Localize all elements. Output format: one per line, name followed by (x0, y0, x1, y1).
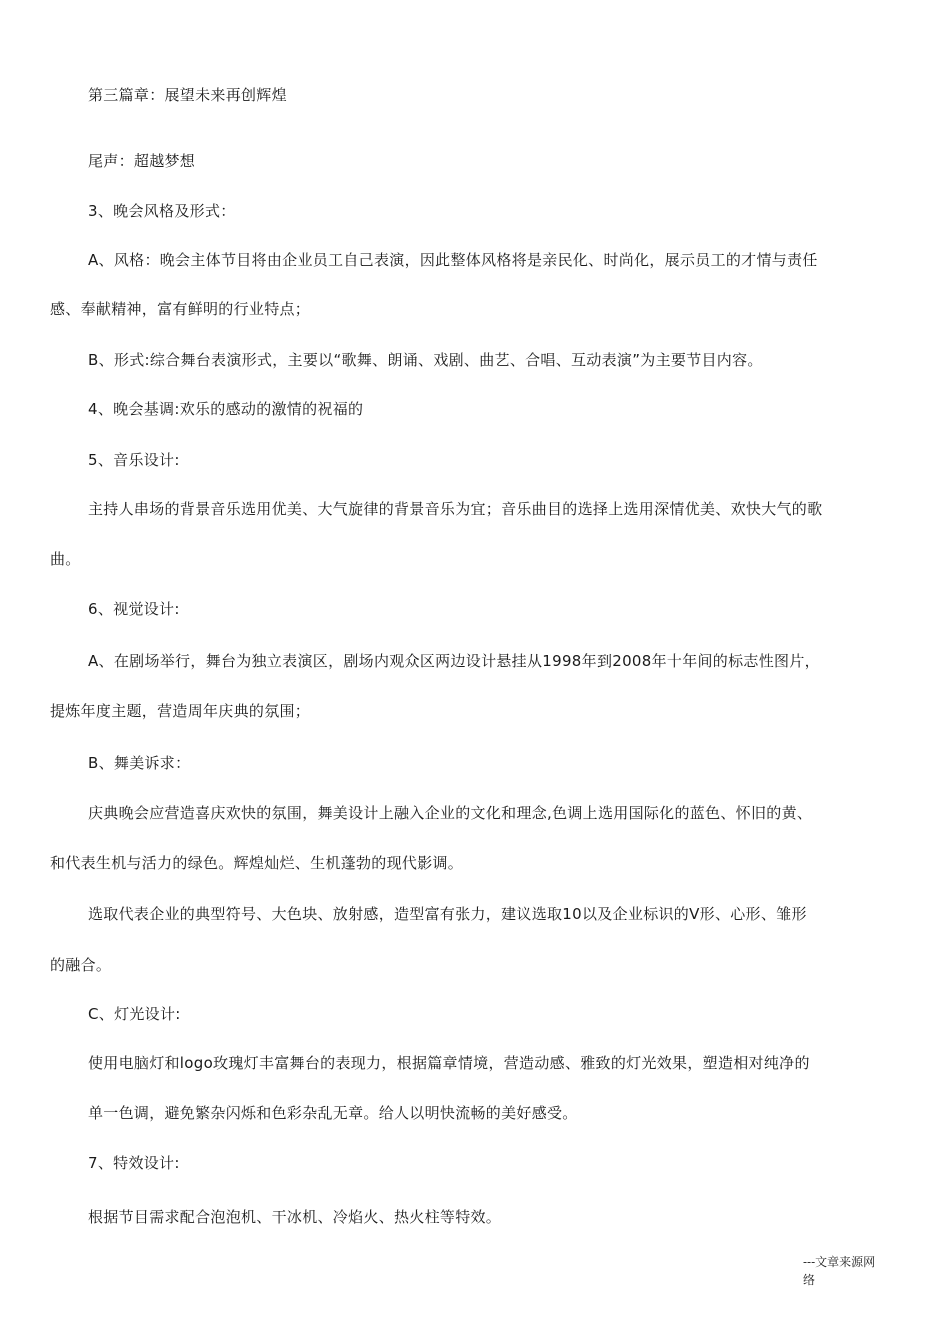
stage-design-paragraph-line-1: 庆典晚会应营造喜庆欢快的氛围，舞美设计上融入企业的文化和理念,色调上选用国际化的蓝色、怀旧的黄、 (88, 804, 813, 822)
source-footnote-line-1: ---文章来源网 (803, 1255, 876, 1269)
music-paragraph-line-1: 主持人串场的背景音乐选用优美、大气旋律的背景音乐为宜；音乐曲目的选择上选用深情优美、欢快大气的歌 (88, 500, 823, 518)
chapter-three-heading: 第三篇章：展望未来再创辉煌 (88, 86, 287, 104)
style-paragraph-line-1: A、风格：晚会主体节目将由企业员工自己表演，因此整体风格将是亲民化、时尚化，展示员工的才情与责任 (88, 251, 818, 269)
stage-design-paragraph-line-2: 和代表生机与活力的绿色。辉煌灿烂、生机蓬勃的现代影调。 (50, 854, 464, 872)
symbol-paragraph-line-2: 的融合。 (50, 956, 112, 974)
section-7-heading: 7、特效设计: (88, 1154, 180, 1172)
music-paragraph-line-2: 曲。 (50, 550, 81, 568)
style-paragraph-line-2: 感、奉献精神，富有鲜明的行业特点； (50, 300, 311, 318)
stage-design-heading: B、舞美诉求： (88, 754, 191, 772)
visual-a-paragraph-line-2: 提炼年度主题，营造周年庆典的氛围； (50, 702, 311, 720)
section-5-heading: 5、音乐设计: (88, 451, 180, 469)
visual-a-paragraph-line-1: A、在剧场举行，舞台为独立表演区，剧场内观众区两边设计悬挂从1998年到2008年十年间的标志性图片， (88, 652, 820, 670)
lighting-heading: C、灯光设计: (88, 1005, 181, 1023)
epilogue-heading: 尾声：超越梦想 (88, 152, 196, 170)
lighting-paragraph-line-2: 单一色调，避免繁杂闪烁和色彩杂乱无章。给人以明快流畅的美好感受。 (88, 1104, 578, 1122)
source-footnote-line-2: 络 (803, 1273, 816, 1287)
source-footnote (803, 1253, 893, 1289)
section-4-heading: 4、晚会基调:欢乐的感动的激情的祝福的 (88, 400, 364, 418)
section-3-heading: 3、晚会风格及形式： (88, 202, 236, 220)
form-paragraph: B、形式:综合舞台表演形式，主要以“歌舞、朗诵、戏剧、曲艺、合唱、互动表演”为主要节目内容。 (88, 351, 763, 369)
lighting-paragraph-line-1: 使用电脑灯和logo玫瑰灯丰富舞台的表现力，根据篇章情境，营造动感、雅致的灯光效果，塑造相对纯净的 (88, 1054, 810, 1072)
effects-paragraph: 根据节目需求配合泡泡机、干冰机、冷焰火、热火柱等特效。 (88, 1208, 502, 1226)
symbol-paragraph-line-1: 选取代表企业的典型符号、大色块、放射感，造型富有张力，建议选取10以及企业标识的V形、心形、雏形 (88, 905, 807, 923)
section-6-heading: 6、视觉设计: (88, 600, 180, 618)
